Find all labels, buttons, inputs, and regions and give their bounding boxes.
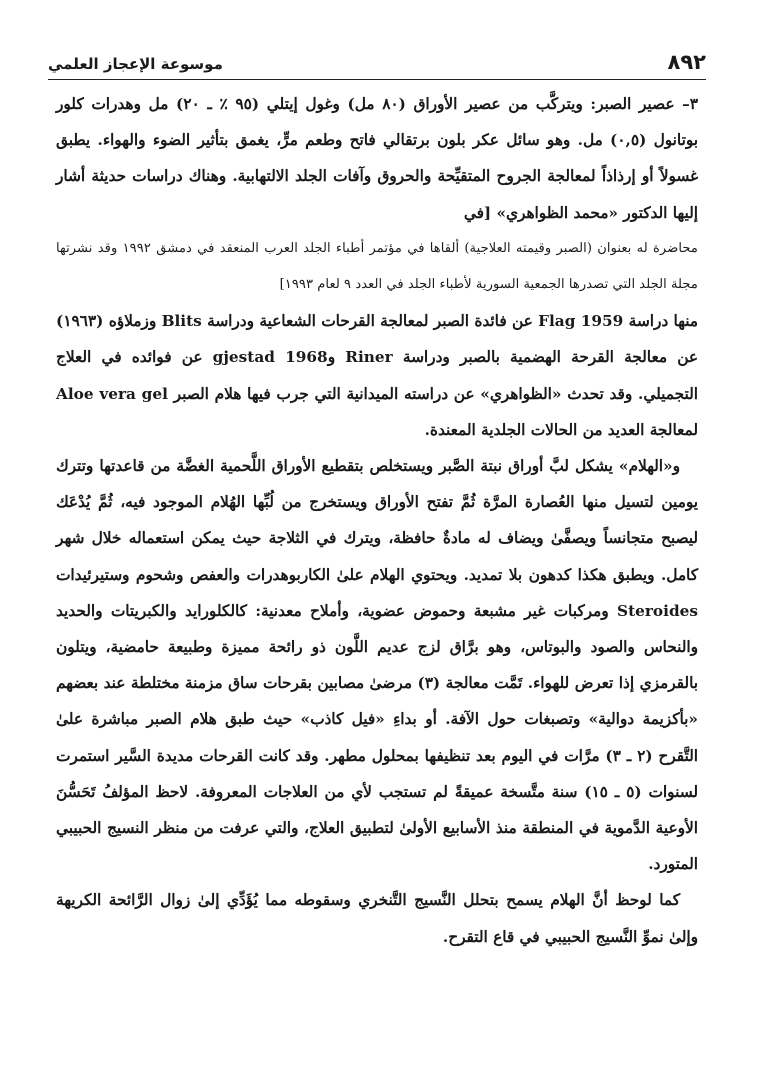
- paragraph-observation: كما لوحظ أنَّ الهلام يسمح بتحلل النَّسيج التَّنخري وسقوطه مما يُؤَدِّي إلىٰ زوال الرَّائحة الكريهة وإلىٰ نموِّ النَّسيج الحبيبي في قاع التقرح.: [56, 891, 698, 946]
- page-header: [48, 44, 706, 74]
- page-number: ٨٩٢: [667, 50, 706, 74]
- paragraph-studies: منها دراسة Flag 1959 عن فائدة الصبر لمعالجة القرحات الشعاعية ودراسة Blits وزملاؤه (١٩٦٣) عن معالجة القرحة الهضمية بالصبر ودراسة Riner وgjestad 1968 عن فوائده في العلاج التجميلي. وقد تحدث «الظواهري» عن دراسته الميدانية التي جرب فيها هلام الصبر Aloe vera gel لمعالجة العديد من الحالات الجلدية المعندة.: [56, 312, 699, 439]
- paragraph-gel: و«الهلام» يشكل لبَّ أوراق نبتة الصَّبر ويستخلص بتقطيع الأوراق اللَّحمية الغضَّة من قاعدتها وتترك يومين لتسيل منها العُصارة المرَّة ثُمَّ تفتح الأوراق ويستخرج من لُبِّها الهُلام الموجود فيه، ثُمَّ يُدْعَك ليصبح متجانساً ويصفَّىٰ ويضاف له مادةٌ حافظة، ويترك في الثلاجة حيث يمكن استعماله خلال شهر كامل. ويطبق هكذا كدهون بلا تمديد. ويحتوي الهلام علىٰ الكاربوهدرات والعفص وشحوم وستيرئيدات Steroides ومركبات غير مشبعة وحموض عضوية، وأملاح معدنية: كالكلورايد والكبريتات والحديد والنحاس والصود والبوتاس، وهو برَّاق لزج عديم اللَّون ذو رائحة مميزة وطبيعة حامضية، ويتلون بالقرمزي إذا تعرض للهواء. تَمَّت معالجة (٣) مرضىٰ مصابين بقرحات ساق مزمنة مختلطة عند بعضهم «بأكزيمة دوالية» وتصبغات حول الآفة. أو بداءِ «فيل كاذب» حيث طبق هلام الصبر مباشرة علىٰ التَّقرح (٢ ـ ٣) مرَّات في اليوم بعد تنظيفها بمحلول مطهر. وقد كانت القرحات مديدة السَّير استمرت لسنوات (٥ ـ ١٥) سنة متَّسخة عميقةً لم تستجب لأي من العلاجات المعروفة. لاحظ المؤلفُ تَحَسُّنَ الأوعية الدَّموية في المنطقة منذ الأسابيع الأولىٰ لتطبيق العلاج، والتي عرفت من منظر النسيج الحبيبي المتورد.: [56, 457, 698, 874]
- running-title: موسوعة الإعجاز العلمي: [48, 55, 223, 73]
- header-divider: [48, 79, 706, 80]
- paragraph-lecture-note: محاضرة له بعنوان (الصبر وقيمته العلاجية) ألقاها في مؤتمر أطباء الجلد العرب المنعقد في دمشق ١٩٩٢ وقد نشرتها مجلة الجلد التي تصدرها الجمعية السورية لأطباء الجلد في العدد ٩ لعام ١٩٩٣]: [56, 240, 698, 293]
- body-text: [56, 86, 698, 955]
- paragraph-aloe-juice: ٣– عصير الصبر: ويتركَّب من عصير الأوراق (٨٠ مل) وغول إيتلي (٩٥ ٪ ـ ٢٠) مل وهدرات كلور بوتانول (٠,٥) مل. وهو سائل عكر بلون برتقالي فاتح وطعم مرٍّ، يغمق بتأثير الضوء والهواء. يطبق غسولاً أو إرذاذاً لمعالجة الجروح المتقيِّحة والحروق وآفات الجلد الالتهابية. وهناك دراسات حديثة أشار إليها الدكتور «محمد الظواهري» [في: [56, 95, 698, 222]
